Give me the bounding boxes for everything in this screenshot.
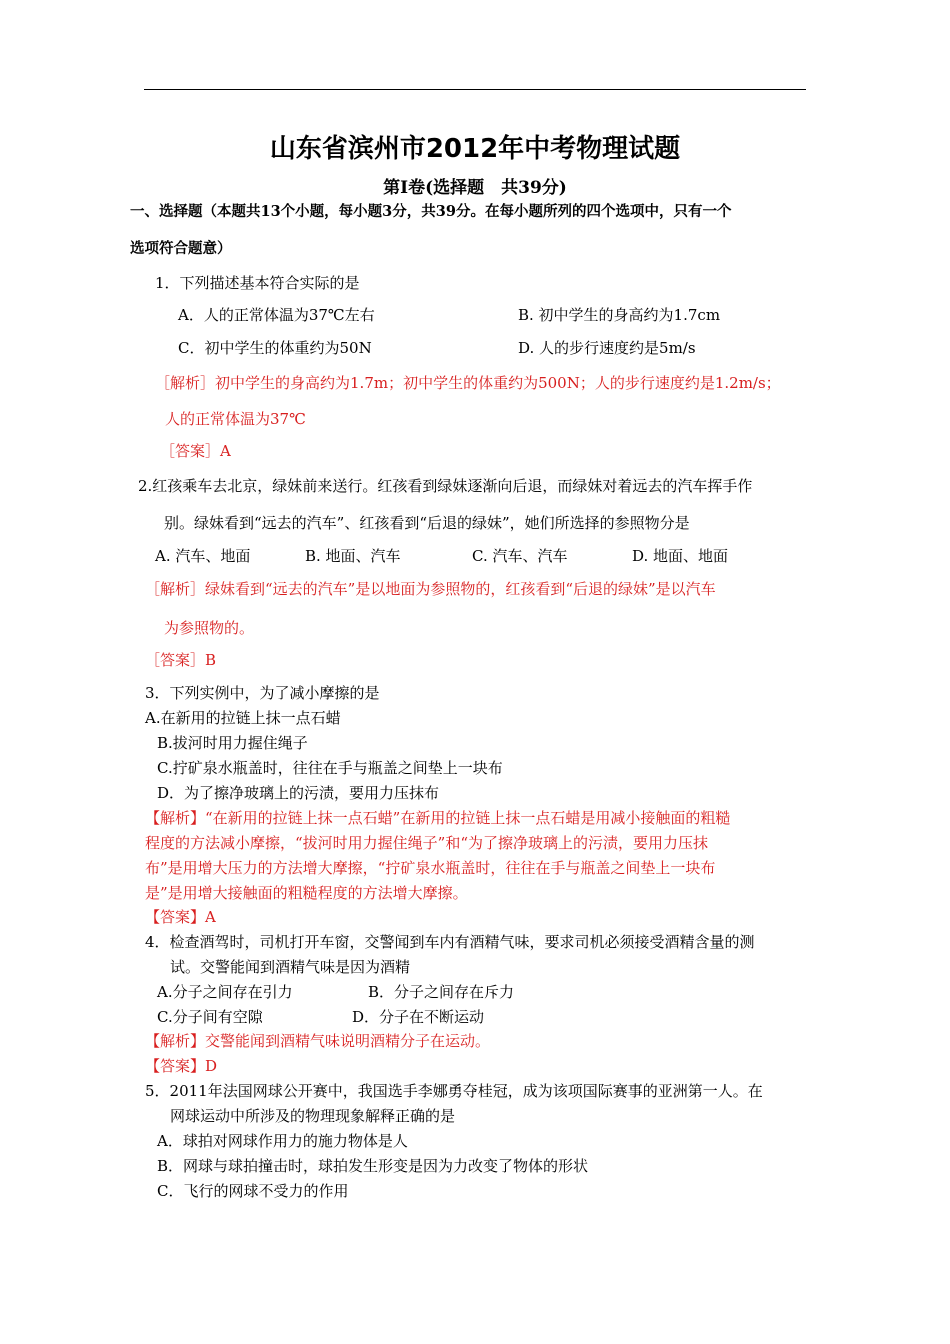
q2-stem-line2: 别。绿妹看到“远去的汽车”、红孩看到“后退的绿妹”，她们所选择的参照物分是 (164, 514, 690, 532)
page-subtitle: 第Ⅰ卷(选择题 共39分) (383, 178, 567, 198)
q1-stem: 1．下列描述基本符合实际的是 (155, 274, 360, 292)
header-rule (144, 89, 806, 90)
q4-stem-line2: 试。交警能闻到酒精气味是因为酒精 (170, 958, 411, 976)
q3-analysis-line1: 【解析】“在新用的拉链上抹一点石蜡”在新用的拉链上抹一点石蜡是用减小接触面的粗糙 (145, 809, 731, 827)
q2-option-b: B. 地面、汽车 (305, 547, 401, 565)
page-title: 山东省滨州市2012年中考物理试题 (269, 134, 681, 164)
q4-option-a: A.分子之间存在引力 (157, 983, 293, 1001)
q3-option-c: C.拧矿泉水瓶盖时，往往在手与瓶盖之间垫上一块布 (157, 759, 503, 777)
q4-option-b: B．分子之间存在斥力 (368, 983, 515, 1001)
q2-answer: ［答案］B (145, 651, 217, 669)
q2-option-d: D. 地面、地面 (632, 547, 729, 565)
q3-stem: 3．下列实例中，为了减小摩擦的是 (145, 684, 380, 702)
q3-option-b: B.拔河时用力握住绳子 (157, 734, 308, 752)
q1-answer: ［答案］A (160, 442, 231, 460)
q1-option-c: C．初中学生的体重约为50N (178, 339, 372, 357)
section-heading-line1: 一、选择题（本题共13个小题，每小题3分，共39分。在每小题所列的四个选项中，只有一个 (130, 203, 732, 220)
q2-analysis-line2: 为参照物的。 (164, 619, 255, 637)
q3-analysis-line4: 是”是用增大接触面的粗糙程度的方法增大摩擦。 (145, 884, 468, 902)
q3-option-d: D．为了擦净玻璃上的污渍，要用力压抹布 (157, 784, 440, 802)
q2-stem-line1: 2.红孩乘车去北京，绿妹前来送行。红孩看到绿妹逐渐向后退，而绿妹对着远去的汽车挥手作 (138, 477, 753, 495)
q4-option-d: D．分子在不断运动 (352, 1008, 485, 1026)
q1-analysis-line2: 人的正常体温为37℃ (165, 410, 306, 428)
q1-option-a: A．人的正常体温为37℃左右 (178, 306, 375, 324)
q5-option-b: B．网球与球拍撞击时，球拍发生形变是因为力改变了物体的形状 (157, 1157, 589, 1175)
q3-analysis-line3: 布”是用增大压力的方法增大摩擦，“拧矿泉水瓶盖时，往往在手与瓶盖之间垫上一块布 (145, 859, 716, 877)
q5-option-c: C．飞行的网球不受力的作用 (157, 1182, 349, 1200)
q2-option-a: A. 汽车、地面 (155, 547, 251, 565)
section-heading-line2: 选项符合题意） (130, 240, 232, 257)
q1-option-d: D. 人的步行速度约是5m/s (518, 339, 696, 357)
q4-answer: 【答案】D (145, 1057, 218, 1075)
q5-stem-line2: 网球运动中所涉及的物理现象解释正确的是 (170, 1107, 456, 1125)
q5-stem-line1: 5．2011年法国网球公开赛中，我国选手李娜勇夺桂冠，成为该项国际赛事的亚洲第一人。在 (145, 1082, 763, 1100)
q4-analysis: 【解析】交警能闻到酒精气味说明酒精分子在运动。 (145, 1032, 491, 1050)
q3-analysis-line2: 程度的方法减小摩擦，“拔河时用力握住绳子”和“为了擦净玻璃上的污渍，要用力压抹 (145, 834, 709, 852)
q2-option-c: C. 汽车、汽车 (472, 547, 568, 565)
q5-option-a: A．球拍对网球作用力的施力物体是人 (157, 1132, 408, 1150)
q4-option-c: C.分子间有空隙 (157, 1008, 263, 1026)
q1-option-b: B. 初中学生的身高约为1.7cm (518, 306, 721, 324)
q3-option-a: A.在新用的拉链上抹一点石蜡 (145, 709, 341, 727)
q1-analysis-line1: ［解析］初中学生的身高约为1.7m；初中学生的体重约为500N；人的步行速度约是1.2m/s； (155, 374, 781, 392)
q3-answer: 【答案】A (145, 908, 216, 926)
q2-analysis-line1: ［解析］绿妹看到“远去的汽车”是以地面为参照物的，红孩看到“后退的绿妹”是以汽车 (145, 580, 716, 598)
q4-stem-line1: 4．检查酒驾时，司机打开车窗，交警闻到车内有酒精气味，要求司机必须接受酒精含量的测 (145, 933, 755, 951)
